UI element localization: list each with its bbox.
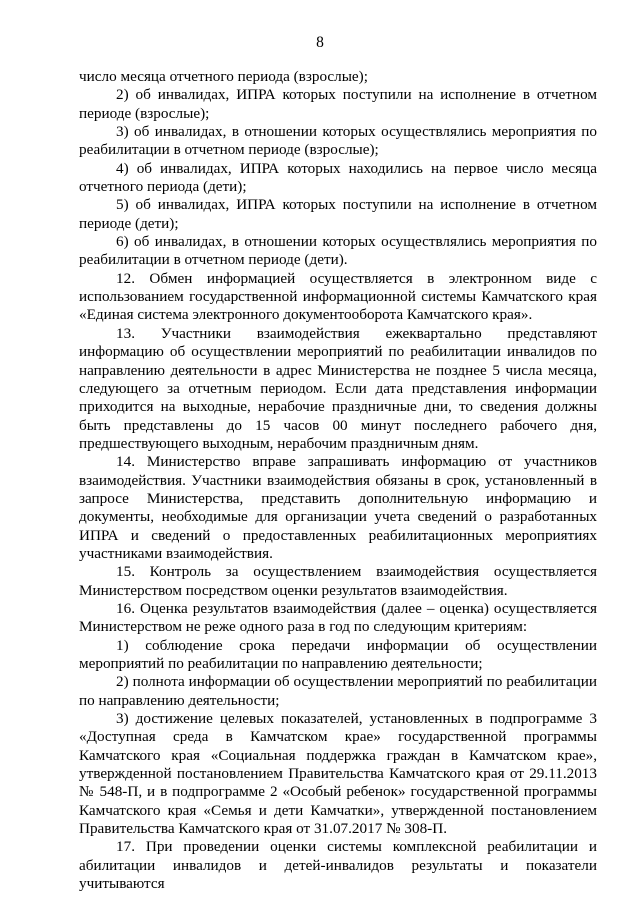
- body-text: [79, 68, 597, 893]
- clause-16: 16. Оценка результатов взаимодействия (далее – оценка) осуществляется Министерством не реже одного раза в год по следующим критериям:: [79, 599, 597, 636]
- clause-17: 17. При проведении оценки системы комплексной реабилитации и абилитации инвалидов и детей-инвалидов результаты и показатели учитываются: [79, 838, 597, 893]
- list-item-4: 4) об инвалидах, ИПРА которых находились на первое число месяца отчетного периода (дети);: [79, 159, 597, 196]
- paragraph-continuation: число месяца отчетного периода (взрослые);: [79, 68, 368, 85]
- page-number: 8: [316, 34, 324, 51]
- clause-12: 12. Обмен информацией осуществляется в электронном виде с использованием государственной информационной системы Камчатского края «Единая система электронного документооборота Камчатского края».: [79, 269, 597, 324]
- list-item-3: 3) об инвалидах, в отношении которых осуществлялись мероприятия по реабилитации в отчетном периоде (взрослые);: [79, 123, 597, 159]
- criterion-3: 3) достижение целевых показателей, установленных в подпрограмме 3 «Доступная среда в Камчатском крае» государственной программы Камчатского края «Социальная поддержка граждан в Камчатском крае», утвержденной постановлением Правительства Камчатского края от 29.11.2013 № 548-П, и в подпрограмме 2 «Особый ребенок» государственной программы Камчатского края «Семья и дети Камчатки», утвержденной постановлением Правительства Камчатского края от 31.07.2017 № 308-П.: [79, 710, 597, 838]
- list-item-5: 5) об инвалидах, ИПРА которых поступили на исполнение в отчетном периоде (дети);: [79, 196, 597, 232]
- criterion-1: 1) соблюдение срока передачи информации об осуществлении мероприятий по реабилитации по направлению деятельности;: [79, 636, 597, 672]
- clause-14: 14. Министерство вправе запрашивать информацию от участников взаимодействия. Участники взаимодействия обязаны в срок, установленный в запросе Министерства, представить дополнительную информацию и документы, необходимые для организации учета сведений о разработанных ИПРА и сведений о предоставленных реабилитационных мероприятиях участниками взаимодействия.: [79, 453, 597, 562]
- clause-13: 13. Участники взаимодействия ежеквартально представляют информацию об осуществлении мероприятий по реабилитации инвалидов по направлению деятельности в адрес Министерства не позднее 5 числа месяца, следующего за отчетным периодом. Если дата представления информации приходится на выходные, нерабочие праздничные дни, то сведения должны быть представлены до 15 часов 00 минут последнего рабочего дня, предшествующего выходным, нерабочим праздничным дням.: [79, 324, 597, 452]
- criterion-2: 2) полнота информации об осуществлении мероприятий по реабилитации по направлению деятельности;: [79, 673, 597, 709]
- list-item-2: 2) об инвалидах, ИПРА которых поступили на исполнение в отчетном периоде (взрослые);: [79, 86, 597, 122]
- clause-15: 15. Контроль за осуществлением взаимодействия осуществляется Министерством посредством оценки результатов взаимодействия.: [79, 563, 597, 599]
- list-item-6: 6) об инвалидах, в отношении которых осуществлялись мероприятия по реабилитации в отчетном периоде (дети).: [79, 233, 597, 269]
